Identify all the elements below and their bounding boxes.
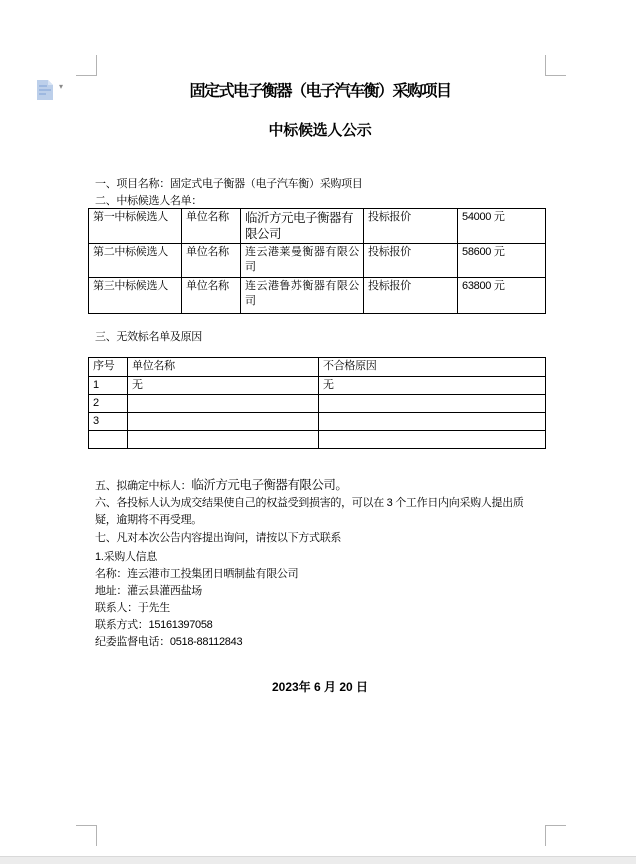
supervision-phone: 纪委监督电话：0518-88112843	[95, 636, 243, 648]
cell-serial: 3	[89, 413, 128, 431]
cell-price-label: 投标报价	[364, 244, 458, 278]
cell-unit-name	[128, 413, 319, 431]
invalid-bids-table	[88, 357, 546, 449]
cell-unit-name	[128, 395, 319, 413]
section-objection: 六、各投标人认为成交结果使自己的权益受到损害的，可以在 3 个工作日内向采购人提出质疑，逾期将不再受理。	[95, 497, 524, 526]
header-reason: 不合格原因	[319, 358, 546, 377]
contact-person: 联系人：于先生	[95, 602, 170, 614]
cell-reason: 无	[319, 377, 546, 395]
header-unit-name: 单位名称	[128, 358, 319, 377]
cell-unit-name: 连云港鲁苏衡器有限公司	[241, 278, 364, 314]
cell-rank: 第一中标候选人	[89, 209, 182, 244]
cell-price: 54000 元	[458, 209, 546, 244]
section-project-name: 一、项目名称：固定式电子衡器（电子汽车衡）采购项目	[95, 178, 363, 190]
section-candidates-heading: 二、中标候选人名单：	[95, 195, 202, 207]
crop-mark-top-right	[545, 55, 566, 76]
contact-phone: 联系方式：15161397058	[95, 619, 213, 631]
cell-unit-name: 无	[128, 377, 319, 395]
cell-unit-label: 单位名称	[182, 278, 241, 314]
crop-mark-bottom-left	[76, 825, 97, 846]
cell-price-label: 投标报价	[364, 278, 458, 314]
cell-rank: 第三中标候选人	[89, 278, 182, 314]
header-serial: 序号	[89, 358, 128, 377]
document-date: 2023年 6 月 20 日	[271, 680, 369, 694]
cell-unit-name: 临沂方元电子衡器有限公司	[241, 209, 364, 244]
table-row	[89, 413, 546, 431]
document-title: 固定式电子衡器（电子汽车衡）采购项目	[189, 83, 451, 100]
table-row	[89, 377, 546, 395]
cell-unit-label: 单位名称	[182, 244, 241, 278]
cell-rank: 第二中标候选人	[89, 244, 182, 278]
paste-options-button[interactable]	[33, 77, 73, 105]
cell-unit-label: 单位名称	[182, 209, 241, 244]
table-row	[89, 209, 546, 244]
buyer-info-heading: 1.采购人信息	[95, 551, 158, 563]
section-invalid-bids-heading: 三、无效标名单及原因	[95, 331, 202, 343]
buyer-address: 地址：灌云县灌西盐场	[95, 585, 202, 597]
candidates-table	[88, 208, 546, 314]
winner-company: 临沂方元电子衡器有限公司。	[191, 478, 348, 492]
crop-mark-top-left	[76, 55, 97, 76]
cell-price-label: 投标报价	[364, 209, 458, 244]
cell-price: 63800 元	[458, 278, 546, 314]
crop-mark-bottom-right	[545, 825, 566, 846]
table-row	[89, 244, 546, 278]
cell-serial: 2	[89, 395, 128, 413]
table-row	[89, 395, 546, 413]
document-subtitle: 中标候选人公示	[268, 122, 372, 139]
cell-price: 58600 元	[458, 244, 546, 278]
dropdown-arrow-icon: ▾	[59, 82, 64, 91]
cell-unit-name	[128, 431, 319, 449]
table-row	[89, 278, 546, 314]
paste-options-icon	[35, 79, 55, 106]
section-winner	[95, 477, 545, 495]
buyer-info-block	[95, 549, 545, 651]
table-header-row	[89, 358, 546, 377]
page-bottom-edge	[0, 856, 636, 864]
buyer-name: 名称：连云港市工投集团日晒制盐有限公司	[95, 568, 299, 580]
cell-reason	[319, 431, 546, 449]
cell-serial	[89, 431, 128, 449]
table-row	[89, 431, 546, 449]
cell-reason	[319, 395, 546, 413]
cell-serial: 1	[89, 377, 128, 395]
cell-reason	[319, 413, 546, 431]
winner-prefix: 五、拟确定中标人：	[95, 480, 192, 492]
cell-unit-name: 连云港莱曼衡器有限公司	[241, 244, 364, 278]
section-inquiry: 七、凡对本次公告内容提出询问，请按以下方式联系	[95, 532, 342, 544]
